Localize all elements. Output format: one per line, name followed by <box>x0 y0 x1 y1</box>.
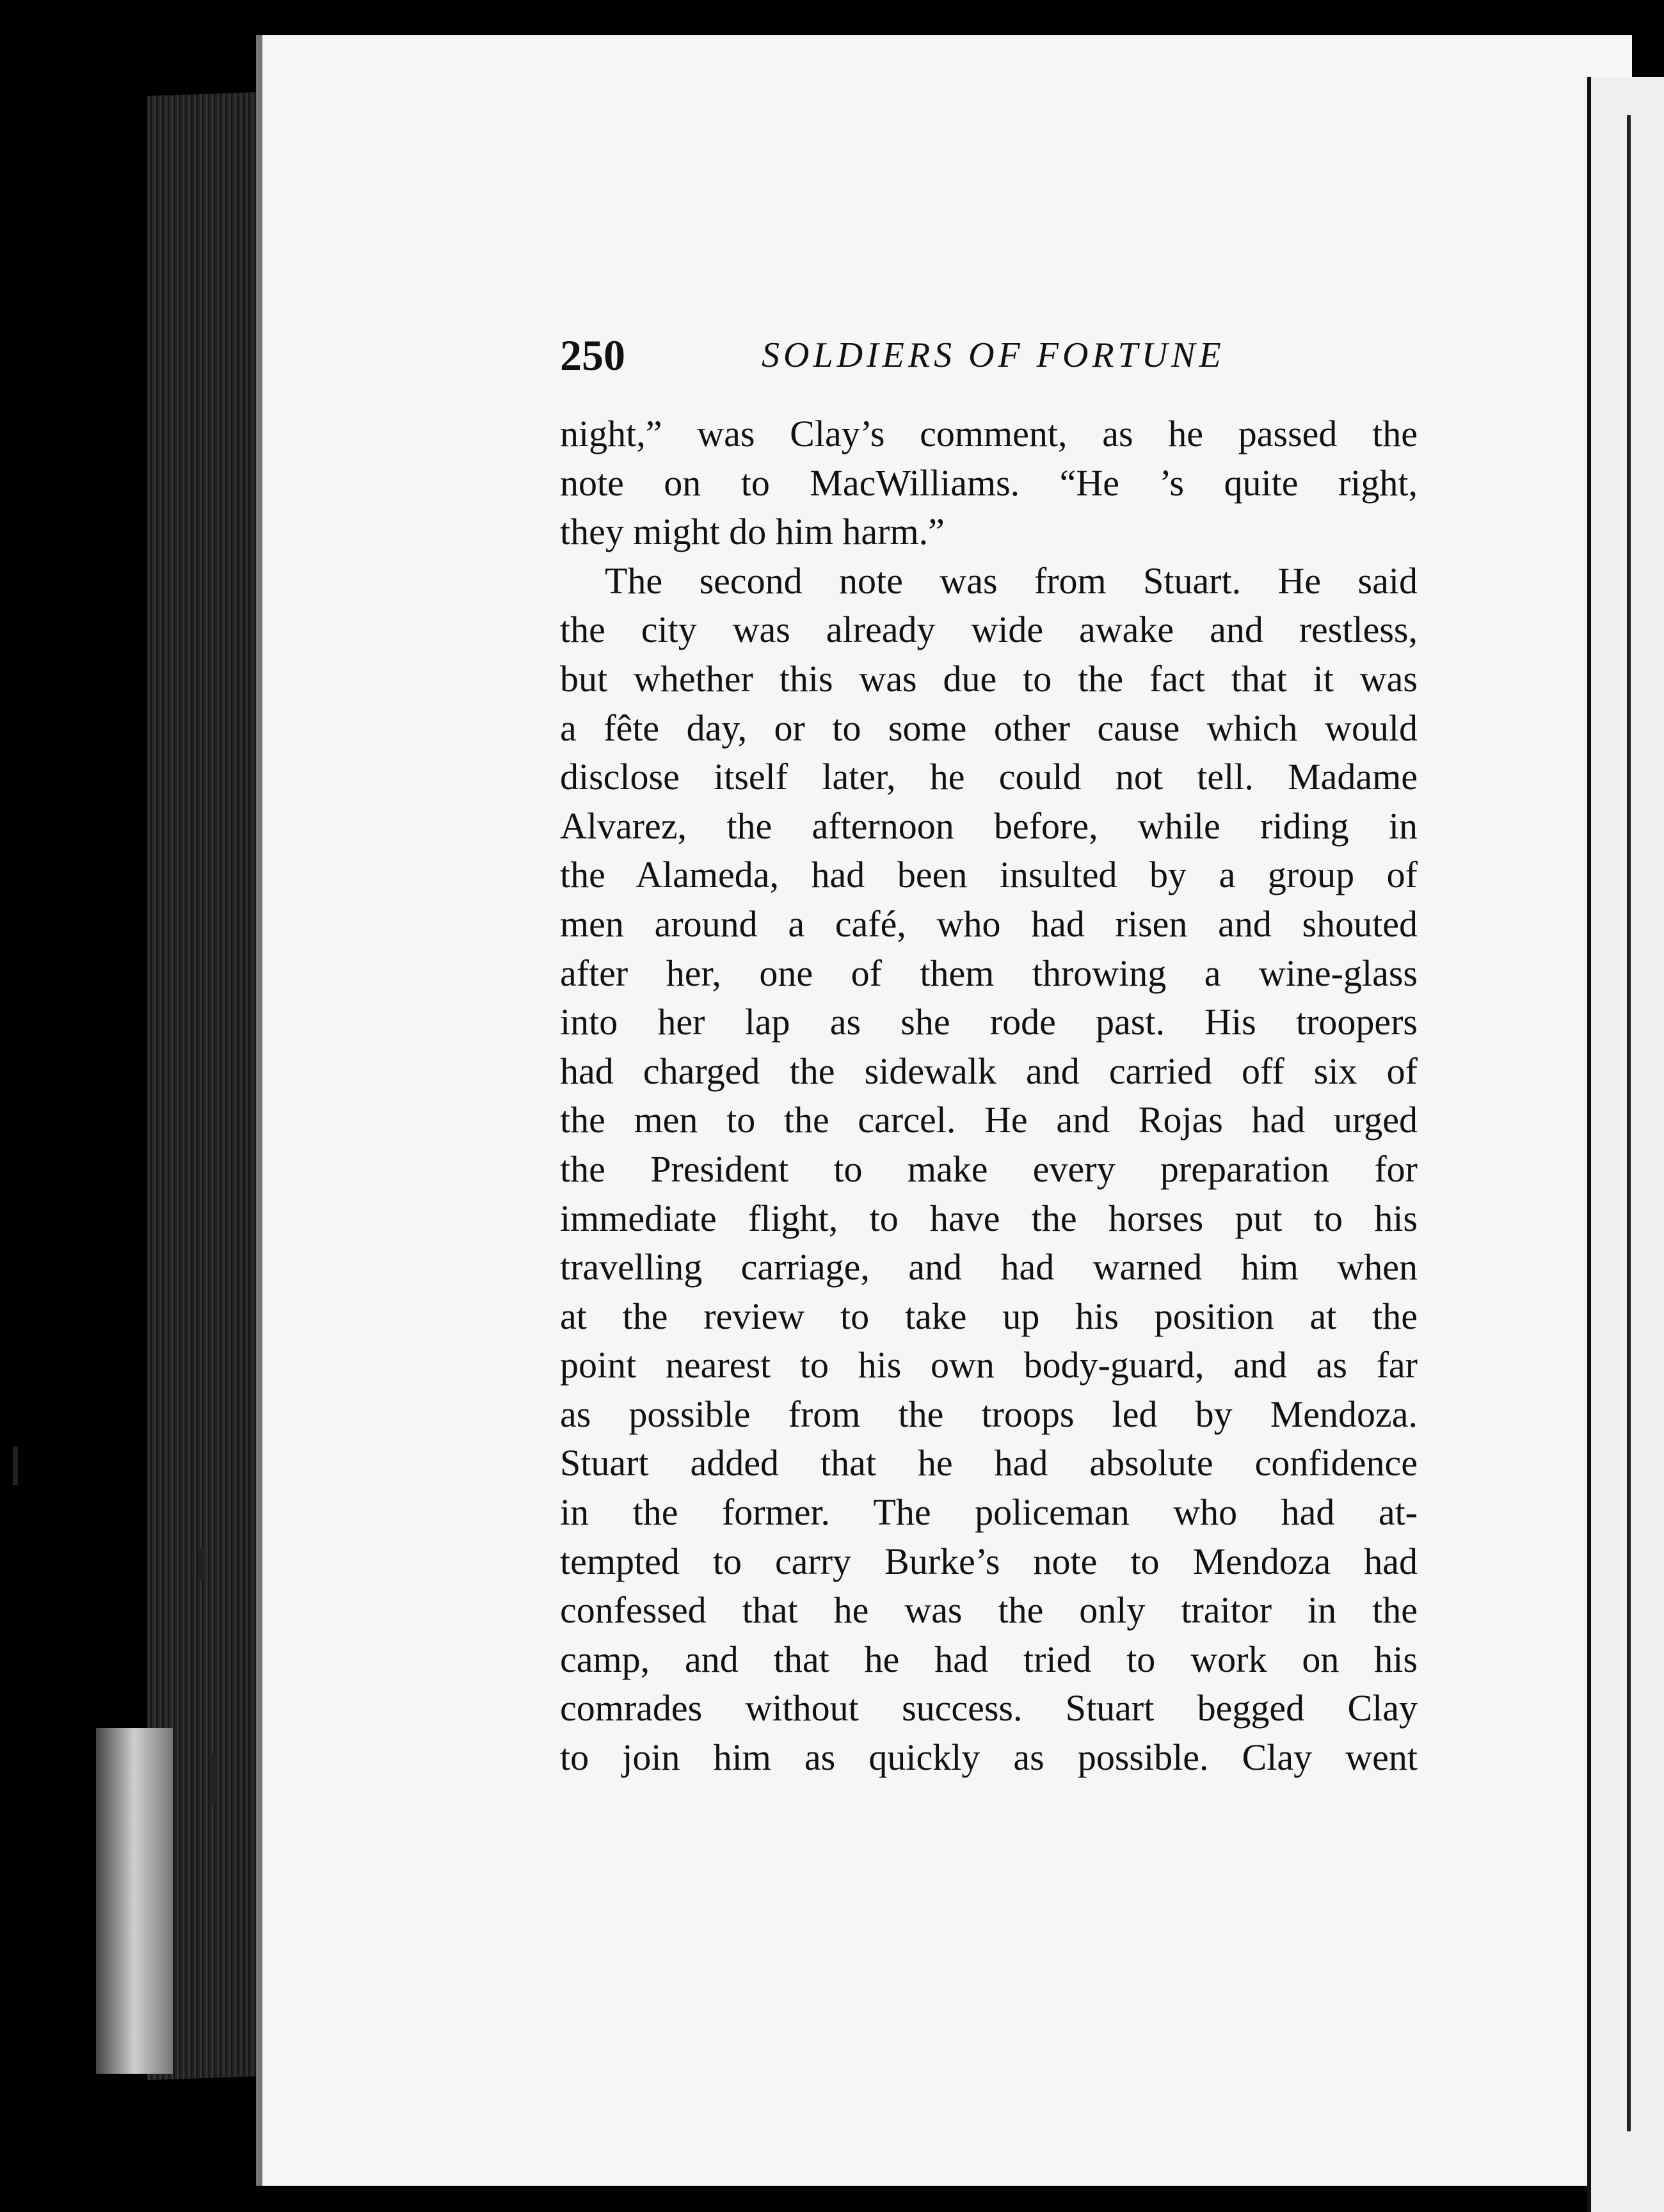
text-line: night,” was Clay’s comment, as he passed the <box>560 413 1418 454</box>
text-line: immediate flight, to have the horses put to his <box>560 1197 1418 1239</box>
text-line: camp, and that he had tried to work on his <box>560 1638 1418 1680</box>
text-line: at the review to take up his position at the <box>560 1295 1418 1337</box>
text-line: but whether this was due to the fact that it was <box>560 657 1418 700</box>
scan-speck <box>13 1447 18 1485</box>
adjacent-page-edge <box>1587 77 1664 2212</box>
text-line: a fête day, or to some other cause which would <box>560 707 1418 749</box>
text-line: note on to MacWilliams. “He ’s quite right, <box>560 461 1418 504</box>
text-line: had charged the sidewalk and carried off six of <box>560 1050 1418 1092</box>
scan-speck <box>211 1754 216 1805</box>
scan-speck <box>198 1549 204 1581</box>
text-line: travelling carriage, and had warned him when <box>560 1246 1418 1288</box>
text-line: disclose itself later, he could not tell. Madame <box>560 756 1418 798</box>
text-line: in the former. The policeman who had at- <box>560 1491 1418 1534</box>
text-line: after her, one of them throwing a wine-glass <box>560 952 1418 994</box>
text-line: point nearest to his own body-guard, and as far <box>560 1344 1418 1386</box>
adjacent-page-rule <box>1627 115 1631 2131</box>
text-line: comrades without success. Stuart begged Clay <box>560 1687 1418 1729</box>
body-text <box>560 410 1418 1783</box>
text-line: the Alameda, had been insulted by a group of <box>560 854 1418 896</box>
text-line: the city was already wide awake and restless, <box>560 609 1418 651</box>
text-line: men around a café, who had risen and shouted <box>560 902 1418 945</box>
running-title: SOLDIERS OF FORTUNE <box>762 335 1225 375</box>
text-line: confessed that he was the only traitor in the <box>560 1589 1418 1631</box>
page-header <box>560 326 1418 384</box>
page-stack-highlight <box>96 1728 173 2074</box>
text-line: the men to the carcel. He and Rojas had urged <box>560 1099 1418 1141</box>
text-line: into her lap as she rode past. His troopers <box>560 1001 1418 1043</box>
text-line: as possible from the troops led by Mendoza. <box>560 1393 1418 1435</box>
text-line: The second note was from Stuart. He said <box>605 559 1418 602</box>
text-line: to join him as quickly as possible. Clay went <box>560 1736 1418 1779</box>
text-line: the President to make every preparation for <box>560 1148 1418 1190</box>
text-line: tempted to carry Burke’s note to Mendoza had <box>560 1540 1418 1582</box>
text-line: they might do him harm.” <box>560 511 945 553</box>
text-line: Stuart added that he had absolute confidence <box>560 1442 1418 1484</box>
page-number: 250 <box>560 331 625 380</box>
text-line: Alvarez, the afternoon before, while riding in <box>560 805 1418 847</box>
